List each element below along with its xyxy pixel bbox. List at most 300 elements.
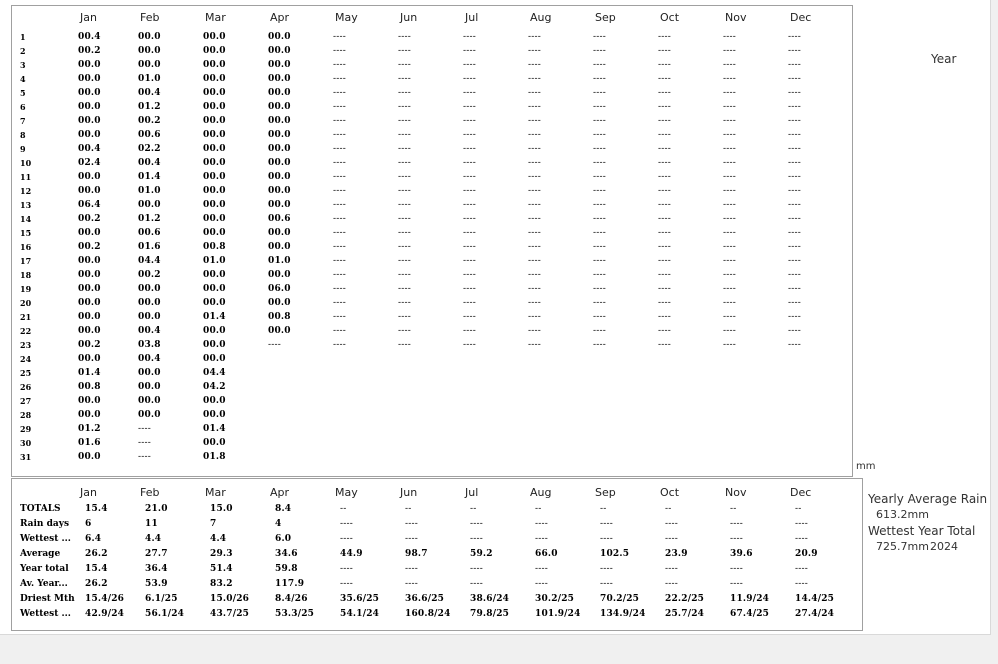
daily-value: 01.8 <box>203 452 226 462</box>
day-number: 30 <box>20 438 32 448</box>
summary-month-header-sep: Sep <box>595 486 616 499</box>
daily-value: 00.0 <box>138 382 161 392</box>
daily-value: ---- <box>593 116 606 126</box>
month-header-apr: Apr <box>270 11 290 24</box>
daily-value: ---- <box>658 130 671 140</box>
daily-value: ---- <box>463 270 476 280</box>
daily-value: ---- <box>788 200 801 210</box>
daily-value: 00.0 <box>78 326 101 336</box>
daily-value: ---- <box>723 340 736 350</box>
daily-value: ---- <box>463 186 476 196</box>
daily-value: ---- <box>658 158 671 168</box>
summary-value: -- <box>340 504 347 514</box>
daily-value: ---- <box>463 214 476 224</box>
day-number: 7 <box>20 116 26 126</box>
summary-value: 83.2 <box>210 579 233 589</box>
day-number: 11 <box>20 172 32 182</box>
daily-value: ---- <box>528 130 541 140</box>
daily-value: ---- <box>788 312 801 322</box>
summary-value: ---- <box>340 519 353 529</box>
daily-value: 01.2 <box>78 424 101 434</box>
daily-value: ---- <box>398 340 411 350</box>
summary-value: 98.7 <box>405 549 428 559</box>
daily-value: ---- <box>723 60 736 70</box>
daily-value: ---- <box>788 326 801 336</box>
daily-value: ---- <box>333 88 346 98</box>
daily-value: ---- <box>528 186 541 196</box>
daily-value: ---- <box>398 214 411 224</box>
daily-value: ---- <box>593 270 606 280</box>
month-header-aug: Aug <box>530 11 552 24</box>
daily-value: ---- <box>658 186 671 196</box>
summary-value: 15.4/26 <box>85 594 125 604</box>
daily-value: 00.0 <box>268 46 291 56</box>
daily-value: 00.0 <box>78 228 101 238</box>
daily-value: 00.6 <box>138 130 161 140</box>
daily-value: 01.2 <box>138 102 161 112</box>
summary-row-label: Wettest ... <box>20 609 71 619</box>
daily-value: ---- <box>268 340 281 350</box>
summary-value: 35.6/25 <box>340 594 380 604</box>
daily-value: ---- <box>528 116 541 126</box>
daily-value: 00.0 <box>268 228 291 238</box>
daily-value: 00.0 <box>138 396 161 406</box>
daily-value: ---- <box>723 130 736 140</box>
daily-value: ---- <box>723 74 736 84</box>
summary-value: 36.6/25 <box>405 594 445 604</box>
daily-value: ---- <box>658 32 671 42</box>
daily-value: 00.0 <box>78 284 101 294</box>
daily-value: ---- <box>593 158 606 168</box>
daily-value: ---- <box>398 116 411 126</box>
daily-value: ---- <box>788 284 801 294</box>
daily-value: 00.0 <box>268 270 291 280</box>
summary-value: ---- <box>795 564 808 574</box>
daily-value: 00.0 <box>203 270 226 280</box>
daily-value: ---- <box>723 144 736 154</box>
month-header-nov: Nov <box>725 11 747 24</box>
summary-value: 21.0 <box>145 504 168 514</box>
summary-value: 8.4/26 <box>275 594 308 604</box>
daily-value: ---- <box>593 88 606 98</box>
daily-value: ---- <box>723 256 736 266</box>
summary-row-label: Av. Year... <box>20 579 68 589</box>
summary-value: 51.4 <box>210 564 233 574</box>
daily-value: ---- <box>463 200 476 210</box>
daily-value: 01.0 <box>268 256 291 266</box>
daily-value: ---- <box>333 32 346 42</box>
daily-value: 00.0 <box>203 60 226 70</box>
daily-value: 00.4 <box>138 88 161 98</box>
daily-value: 00.4 <box>78 144 101 154</box>
daily-value: ---- <box>723 200 736 210</box>
daily-value: ---- <box>528 340 541 350</box>
summary-value: 59.2 <box>470 549 493 559</box>
daily-value: ---- <box>398 312 411 322</box>
summary-month-header-may: May <box>335 486 358 499</box>
summary-value: ---- <box>665 519 678 529</box>
daily-value: 01.4 <box>78 368 101 378</box>
daily-value: ---- <box>658 46 671 56</box>
daily-value: 00.2 <box>78 242 101 252</box>
daily-value: ---- <box>593 172 606 182</box>
summary-value: ---- <box>730 564 743 574</box>
daily-value: 00.0 <box>268 326 291 336</box>
day-number: 3 <box>20 60 26 70</box>
day-number: 19 <box>20 284 32 294</box>
daily-value: ---- <box>333 214 346 224</box>
summary-value: ---- <box>340 534 353 544</box>
daily-value: ---- <box>593 130 606 140</box>
daily-value: ---- <box>593 312 606 322</box>
daily-value: 00.0 <box>268 32 291 42</box>
daily-value: ---- <box>333 298 346 308</box>
summary-month-header-apr: Apr <box>270 486 290 499</box>
summary-value: 4 <box>275 519 282 529</box>
daily-value: 00.0 <box>268 130 291 140</box>
day-number: 2 <box>20 46 26 56</box>
daily-value: ---- <box>463 312 476 322</box>
daily-value: ---- <box>723 214 736 224</box>
daily-value: ---- <box>463 60 476 70</box>
daily-value: 00.0 <box>78 88 101 98</box>
summary-value: 6.1/25 <box>145 594 178 604</box>
daily-value: ---- <box>398 270 411 280</box>
daily-value: 00.0 <box>203 158 226 168</box>
daily-value: 01.2 <box>138 214 161 224</box>
yearly-average-label: Yearly Average Rain <box>868 492 988 506</box>
daily-value: ---- <box>788 228 801 238</box>
daily-value: ---- <box>658 284 671 294</box>
summary-value: ---- <box>405 534 418 544</box>
daily-value: ---- <box>463 102 476 112</box>
daily-value: ---- <box>398 74 411 84</box>
daily-value: 00.0 <box>268 172 291 182</box>
summary-value: ---- <box>730 534 743 544</box>
daily-value: ---- <box>463 172 476 182</box>
daily-value: 00.0 <box>203 74 226 84</box>
daily-value: 01.6 <box>78 438 101 448</box>
summary-month-header-jun: Jun <box>400 486 418 499</box>
daily-value: 00.0 <box>203 396 226 406</box>
summary-value: 79.8/25 <box>470 609 510 619</box>
summary-value: ---- <box>535 534 548 544</box>
daily-value: 00.0 <box>78 452 101 462</box>
daily-value: ---- <box>528 172 541 182</box>
summary-value: 29.3 <box>210 549 233 559</box>
summary-value: ---- <box>340 564 353 574</box>
daily-value: 00.0 <box>138 60 161 70</box>
summary-value: 42.9/24 <box>85 609 125 619</box>
summary-value: 36.4 <box>145 564 168 574</box>
daily-value: ---- <box>528 200 541 210</box>
daily-value: ---- <box>658 312 671 322</box>
day-number: 25 <box>20 368 32 378</box>
daily-value: ---- <box>593 340 606 350</box>
summary-value: ---- <box>340 579 353 589</box>
daily-value: ---- <box>593 242 606 252</box>
daily-value: ---- <box>723 158 736 168</box>
daily-value: 00.0 <box>138 46 161 56</box>
daily-value: ---- <box>658 298 671 308</box>
summary-value: -- <box>405 504 412 514</box>
daily-value: ---- <box>658 228 671 238</box>
daily-value: ---- <box>593 32 606 42</box>
daily-value: ---- <box>788 144 801 154</box>
daily-value: ---- <box>658 144 671 154</box>
daily-value: ---- <box>463 340 476 350</box>
summary-value: 8.4 <box>275 504 292 514</box>
summary-value: ---- <box>600 579 613 589</box>
summary-value: ---- <box>730 519 743 529</box>
wettest-year: 2024 <box>930 540 958 553</box>
summary-value: 15.4 <box>85 564 108 574</box>
month-header-may: May <box>335 11 358 24</box>
daily-value: ---- <box>333 242 346 252</box>
summary-value: ---- <box>665 534 678 544</box>
daily-value: 00.0 <box>78 410 101 420</box>
daily-value: 00.0 <box>268 200 291 210</box>
daily-value: ---- <box>788 256 801 266</box>
daily-value: ---- <box>593 298 606 308</box>
daily-value: ---- <box>788 242 801 252</box>
summary-value: 101.9/24 <box>535 609 581 619</box>
day-number: 1 <box>20 32 26 42</box>
summary-value: -- <box>795 504 802 514</box>
summary-row-label: TOTALS <box>20 504 61 514</box>
daily-value: 00.0 <box>268 298 291 308</box>
summary-month-header-oct: Oct <box>660 486 680 499</box>
summary-value: ---- <box>470 564 483 574</box>
daily-value: 00.0 <box>78 172 101 182</box>
daily-value: ---- <box>788 32 801 42</box>
summary-value: ---- <box>600 519 613 529</box>
summary-value: ---- <box>795 519 808 529</box>
summary-value: 39.6 <box>730 549 753 559</box>
daily-value: ---- <box>788 214 801 224</box>
daily-value: 00.0 <box>78 60 101 70</box>
daily-value: 00.0 <box>268 242 291 252</box>
month-header-dec: Dec <box>790 11 812 24</box>
summary-row-label: Average <box>20 549 61 559</box>
daily-value: 00.6 <box>268 214 291 224</box>
daily-value: 00.0 <box>203 340 226 350</box>
daily-value: 00.0 <box>203 326 226 336</box>
daily-value: ---- <box>463 228 476 238</box>
daily-value: ---- <box>788 74 801 84</box>
daily-value: 00.0 <box>138 32 161 42</box>
daily-value: ---- <box>398 186 411 196</box>
daily-value: 00.0 <box>78 354 101 364</box>
daily-value: ---- <box>398 256 411 266</box>
day-number: 18 <box>20 270 32 280</box>
daily-value: ---- <box>463 130 476 140</box>
summary-value: ---- <box>665 579 678 589</box>
daily-value: ---- <box>333 46 346 56</box>
summary-month-header-nov: Nov <box>725 486 747 499</box>
daily-value: ---- <box>723 326 736 336</box>
daily-value: 00.0 <box>78 130 101 140</box>
daily-value: 00.2 <box>78 46 101 56</box>
daily-value: 01.0 <box>138 74 161 84</box>
daily-value: ---- <box>463 88 476 98</box>
summary-value: 27.7 <box>145 549 168 559</box>
daily-value: ---- <box>788 298 801 308</box>
daily-value: 00.0 <box>138 200 161 210</box>
daily-value: 00.0 <box>203 354 226 364</box>
daily-value: ---- <box>333 228 346 238</box>
month-header-feb: Feb <box>140 11 160 24</box>
daily-value: ---- <box>723 298 736 308</box>
summary-value: 102.5 <box>600 549 630 559</box>
daily-value: 00.0 <box>203 298 226 308</box>
summary-value: 34.6 <box>275 549 298 559</box>
summary-value: ---- <box>795 579 808 589</box>
summary-value: ---- <box>600 534 613 544</box>
daily-value: 00.0 <box>78 186 101 196</box>
daily-value: ---- <box>333 284 346 294</box>
summary-row-label: Rain days <box>20 519 70 529</box>
summary-value: -- <box>600 504 607 514</box>
summary-value: 6.0 <box>275 534 292 544</box>
summary-value: 38.6/24 <box>470 594 510 604</box>
daily-value: ---- <box>398 172 411 182</box>
daily-value: ---- <box>463 144 476 154</box>
daily-value: ---- <box>593 74 606 84</box>
daily-value: ---- <box>723 116 736 126</box>
day-number: 6 <box>20 102 26 112</box>
month-header-oct: Oct <box>660 11 680 24</box>
daily-value: ---- <box>658 256 671 266</box>
daily-value: ---- <box>528 228 541 238</box>
day-number: 26 <box>20 382 32 392</box>
daily-value: ---- <box>528 144 541 154</box>
daily-value: 01.0 <box>203 256 226 266</box>
daily-value: 00.0 <box>203 438 226 448</box>
summary-value: ---- <box>405 564 418 574</box>
summary-value: 11 <box>145 519 158 529</box>
daily-value: 00.0 <box>203 130 226 140</box>
daily-value: 01.4 <box>203 312 226 322</box>
daily-value: ---- <box>593 46 606 56</box>
daily-value: ---- <box>658 270 671 280</box>
daily-value: ---- <box>528 60 541 70</box>
summary-value: ---- <box>405 519 418 529</box>
daily-value: ---- <box>463 256 476 266</box>
day-number: 13 <box>20 200 32 210</box>
summary-value: 6.4 <box>85 534 102 544</box>
daily-value: 00.0 <box>268 102 291 112</box>
daily-value: ---- <box>333 102 346 112</box>
daily-value: ---- <box>658 200 671 210</box>
daily-value: ---- <box>658 340 671 350</box>
daily-value: ---- <box>398 284 411 294</box>
summary-value: 20.9 <box>795 549 818 559</box>
summary-month-header-jul: Jul <box>465 486 479 499</box>
day-number: 9 <box>20 144 26 154</box>
daily-value: ---- <box>398 144 411 154</box>
summary-value: ---- <box>600 564 613 574</box>
daily-value: ---- <box>398 326 411 336</box>
daily-value: 04.4 <box>203 368 226 378</box>
daily-value: ---- <box>723 172 736 182</box>
day-number: 17 <box>20 256 32 266</box>
daily-value: ---- <box>333 116 346 126</box>
summary-value: 15.4 <box>85 504 108 514</box>
daily-value: ---- <box>528 298 541 308</box>
daily-value: ---- <box>528 32 541 42</box>
summary-month-header-mar: Mar <box>205 486 226 499</box>
daily-value: ---- <box>398 88 411 98</box>
daily-value: ---- <box>723 102 736 112</box>
daily-value: ---- <box>723 284 736 294</box>
daily-value: 00.0 <box>203 88 226 98</box>
daily-value: 00.0 <box>138 410 161 420</box>
daily-value: 00.0 <box>268 186 291 196</box>
summary-value: 44.9 <box>340 549 363 559</box>
daily-value: ---- <box>593 186 606 196</box>
summary-value: 4.4 <box>210 534 227 544</box>
summary-value: 26.2 <box>85 549 108 559</box>
daily-value: ---- <box>333 130 346 140</box>
summary-value: 56.1/24 <box>145 609 185 619</box>
day-number: 8 <box>20 130 26 140</box>
day-number: 22 <box>20 326 32 336</box>
summary-value: 54.1/24 <box>340 609 380 619</box>
daily-value: ---- <box>723 228 736 238</box>
month-header-sep: Sep <box>595 11 616 24</box>
daily-value: ---- <box>333 158 346 168</box>
daily-value: ---- <box>463 32 476 42</box>
daily-value: 01.6 <box>138 242 161 252</box>
daily-value: ---- <box>333 172 346 182</box>
day-number: 29 <box>20 424 32 434</box>
daily-value: ---- <box>658 102 671 112</box>
daily-value: ---- <box>138 424 151 434</box>
daily-value: ---- <box>463 284 476 294</box>
daily-value: 00.0 <box>78 396 101 406</box>
daily-value: ---- <box>658 172 671 182</box>
summary-value: -- <box>535 504 542 514</box>
summary-value: 117.9 <box>275 579 305 589</box>
daily-value: 00.0 <box>78 256 101 266</box>
daily-value: 00.8 <box>268 312 291 322</box>
daily-value: 00.0 <box>138 368 161 378</box>
day-number: 27 <box>20 396 32 406</box>
daily-value: 00.0 <box>203 46 226 56</box>
daily-value: 00.0 <box>78 116 101 126</box>
daily-value: 01.4 <box>138 172 161 182</box>
daily-value: ---- <box>788 186 801 196</box>
daily-value: 00.0 <box>203 144 226 154</box>
daily-value: ---- <box>658 74 671 84</box>
month-header-jun: Jun <box>400 11 418 24</box>
daily-value: ---- <box>788 340 801 350</box>
daily-value: 00.0 <box>203 32 226 42</box>
summary-value: 66.0 <box>535 549 558 559</box>
daily-value: ---- <box>398 46 411 56</box>
summary-value: ---- <box>665 564 678 574</box>
daily-value: ---- <box>333 256 346 266</box>
daily-value: 00.2 <box>78 214 101 224</box>
daily-value: ---- <box>333 144 346 154</box>
daily-value: ---- <box>723 242 736 252</box>
daily-value: 02.2 <box>138 144 161 154</box>
daily-value: 00.0 <box>138 284 161 294</box>
day-number: 23 <box>20 340 32 350</box>
summary-value: ---- <box>470 519 483 529</box>
summary-value: 53.9 <box>145 579 168 589</box>
